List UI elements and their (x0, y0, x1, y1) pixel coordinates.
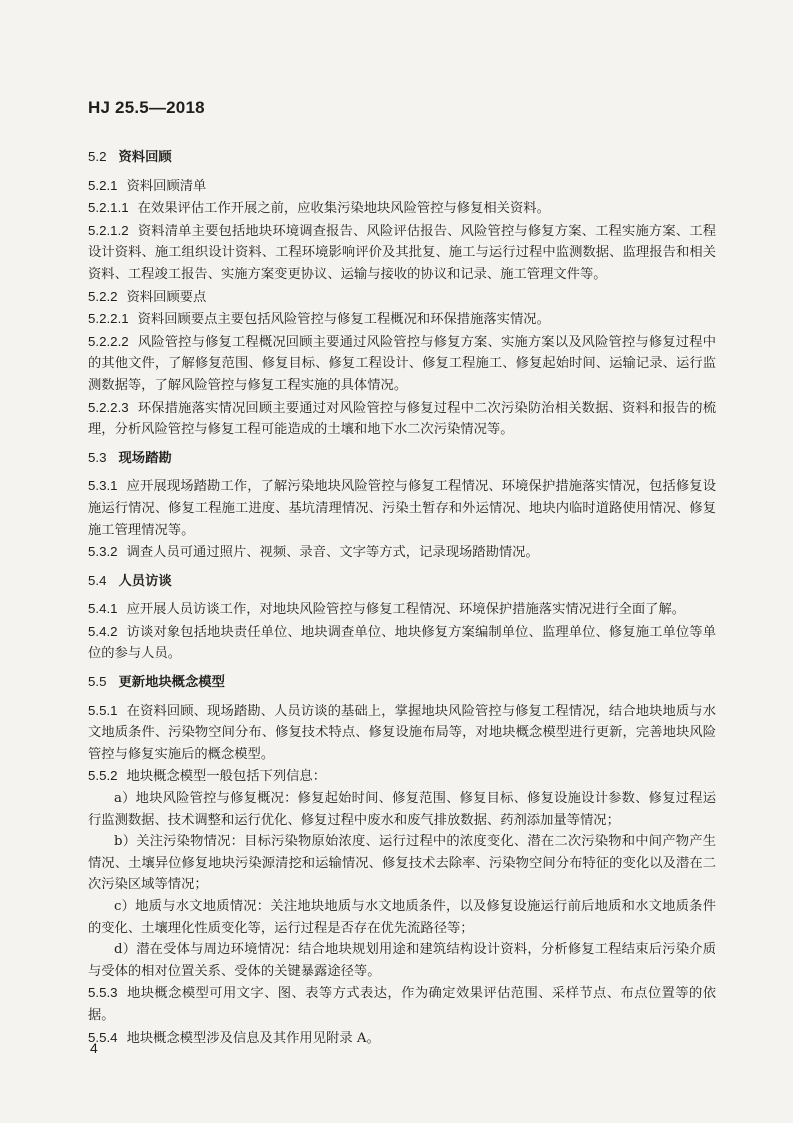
paragraph-text: 应开展人员访谈工作，对地块风险管控与修复工程情况、环境保护措施落实情况进行全面了解。 (126, 602, 686, 618)
paragraph-5-4-1 (88, 598, 716, 621)
list-item-d: d）潜在受体与周边环境情况：结合地块规划用途和建筑结构设计资料，分析修复工程结束后污染介质与受体的相对位置关系、受体的关键暴露途径等。 (88, 942, 716, 979)
paragraph-number: 5.5.4 (88, 1029, 118, 1045)
section-number: 5.2 (88, 149, 107, 164)
paragraph-text: 环保措施落实情况回顾主要通过对风险管控与修复过程中二次污染防治相关数据、资料和报告的梳理，分析风险管控与修复工程可能造成的土壤和地下水二次污染情况等。 (88, 400, 716, 438)
paragraph-text: 在效果评估工作开展之前，应收集污染地块风险管控与修复相关资料。 (137, 201, 550, 217)
paragraph-5-2-1-1 (88, 197, 716, 220)
section-number: 5.5 (88, 674, 107, 690)
paragraph-5-2-1 (88, 175, 716, 198)
paragraph-number: 5.2.2 (88, 288, 118, 304)
section-title: 资料回顾 (118, 150, 172, 165)
paragraph-text: 地块概念模型一般包括下列信息： (126, 769, 327, 785)
paragraph-number: 5.2.1.1 (88, 200, 129, 216)
section-title: 更新地块概念模型 (118, 675, 225, 691)
paragraph-5-3-2 (88, 541, 716, 564)
section-heading-5-3 (88, 441, 716, 476)
paragraph-number: 5.4.2 (88, 623, 118, 639)
list-item-c: c）地质与水文地质情况：关注地块地质与水文地质条件，以及修复设施运行前后地质和水文地质条件的变化、土壤理化性质变化等，运行过程是否存在优先流路径等； (88, 899, 716, 936)
paragraph-number: 5.3.2 (88, 544, 118, 560)
paragraph-text: 地块概念模型可用文字、图、表等方式表达，作为确定效果评估范围、采样节点、布点位置等的依据。 (88, 986, 716, 1023)
paragraph-number: 5.5.3 (88, 985, 118, 1001)
paragraph-text: 资料回顾要点 (126, 289, 207, 305)
page-number: 4 (90, 1040, 98, 1056)
section-heading-5-4 (88, 564, 716, 599)
section-heading-5-2 (88, 146, 716, 175)
list-item-b: b）关注污染物情况：目标污染物原始浓度、运行过程中的浓度变化、潜在二次污染物和中间产物产生情况、土壤异位修复地块污染源清挖和运输情况、修复技术去除率、污染物空间分布特征的变化以及潜在二次污染区域等情况； (88, 834, 716, 893)
paragraph-5-2-2-3 (88, 397, 716, 441)
paragraph-text: 资料回顾要点主要包括风险管控与修复工程概况和环保措施落实情况。 (137, 312, 550, 328)
paragraph-number: 5.4.1 (88, 601, 118, 617)
paragraph-5-4-2 (88, 621, 716, 665)
paragraph-number: 5.3.1 (88, 478, 118, 494)
section-number: 5.3 (88, 449, 107, 465)
paragraph-number: 5.2.1 (88, 177, 118, 193)
section-number: 5.4 (88, 572, 107, 588)
paragraph-number: 5.2.2.1 (88, 311, 129, 327)
paragraph-number: 5.2.2.3 (88, 399, 129, 415)
paragraph-text: 访谈对象包括地块责任单位、地块调查单位、地块修复方案编制单位、监理单位、修复施工单位等单位的参与人员。 (88, 624, 716, 662)
paragraph-5-5-4 (88, 1027, 716, 1050)
paragraph-text: 资料回顾清单 (126, 178, 207, 194)
paragraph-text: 风险管控与修复工程概况回顾主要通过风险管控与修复方案、实施方案以及风险管控与修复过程中的其他文件，了解修复范围、修复目标、修复工程设计、修复工程施工、修复起始时间、运输记录、运行监测数据等，了解风险管控与修复工程实施的具体情况。 (88, 334, 716, 393)
paragraph-5-2-2-1 (88, 308, 716, 331)
section-title: 现场踏勘 (118, 450, 172, 466)
paragraph-5-3-1 (88, 475, 716, 541)
section-title: 人员访谈 (118, 573, 172, 589)
paragraph-number: 5.2.1.2 (88, 222, 129, 238)
paragraph-text: 应开展现场踏勘工作，了解污染地块风险管控与修复工程情况、环境保护措施落实情况，包括修复设施运行情况、修复工程施工进度、基坑清理情况、污染土暂存和外运情况、地块内临时道路使用情况、修复施工管理情况等。 (88, 479, 716, 538)
paragraph-text: 地块概念模型涉及信息及其作用见附录 A。 (126, 1030, 380, 1046)
paragraph-5-2-2 (88, 286, 716, 309)
paragraph-text: 在资料回顾、现场踏勘、人员访谈的基础上，掌握地块风险管控与修复工程情况，结合地块地质与水文地质条件、污染物空间分布、修复技术特点、修复设施布局等，对地块概念模型进行更新，完善地块风险管控与修复实施后的概念模型。 (88, 703, 716, 762)
paragraph-5-2-1-2 (88, 220, 716, 286)
paragraph-5-5-2 (88, 765, 716, 788)
document-body (88, 146, 716, 1049)
paragraph-5-5-1 (88, 700, 716, 766)
paragraph-number: 5.5.1 (88, 702, 118, 718)
paragraph-number: 5.5.2 (88, 768, 118, 784)
paragraph-text: 调查人员可通过照片、视频、录音、文字等方式，记录现场踏勘情况。 (126, 545, 539, 561)
standard-code-header: HJ 25.5—2018 (88, 98, 205, 117)
paragraph-5-5-3 (88, 982, 716, 1026)
list-item-a: a）地块风险管控与修复概况：修复起始时间、修复范围、修复目标、修复设施设计参数、修复过程运行监测数据、技术调整和运行优化、修复过程中废水和废气排放数据、药剂添加量等情况； (88, 791, 716, 828)
paragraph-number: 5.2.2.2 (88, 333, 129, 349)
paragraph-5-2-2-2 (88, 331, 716, 397)
section-heading-5-5 (88, 665, 716, 700)
paragraph-text: 资料清单主要包括地块环境调查报告、风险评估报告、风险管控与修复方案、工程实施方案、工程设计资料、施工组织设计资料、工程环境影响评价及其批复、施工与运行过程中监测数据、监理报告和相关资料、工程竣工报告、实施方案变更协议、运输与接收的协议和记录、施工管理文件等。 (88, 223, 716, 282)
